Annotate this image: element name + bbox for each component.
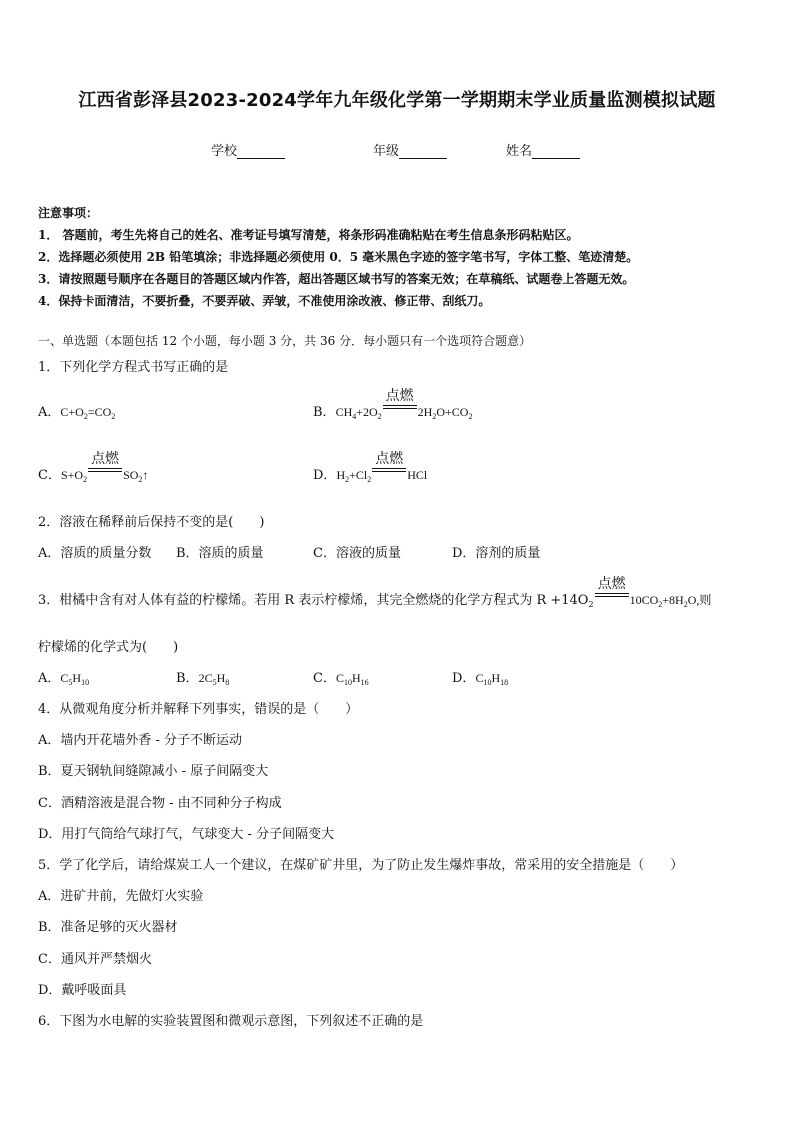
q1-option-d: D．$H_2+Cl_2$ 点燃 HCl bbox=[313, 451, 428, 484]
name-blank bbox=[532, 144, 580, 159]
q2-option-b: B．溶质的质量 bbox=[176, 546, 264, 561]
reaction-condition: 点燃 bbox=[88, 467, 122, 479]
question-2-stem: 2．溶液在稀释前后保持不变的是( ) bbox=[38, 515, 265, 530]
name-field bbox=[506, 140, 580, 159]
question-1-stem: 1．下列化学方程式书写正确的是 bbox=[38, 360, 229, 375]
notice-item: 4．保持卡面清洁，不要折叠，不要弄破、弄皱，不准使用涂改液、修正带、刮纸刀。 bbox=[38, 294, 491, 308]
reaction-condition: 点燃 bbox=[372, 467, 406, 479]
school-field bbox=[211, 140, 285, 159]
reaction-condition: 点燃 bbox=[383, 404, 417, 416]
notice-item: 1． 答题前，考生先将自己的姓名、准考证号填写清楚，将条形码准确粘贴在考生信息条形码粘贴区。 bbox=[38, 228, 579, 242]
section-heading: 一、单选题（本题包括 12 个小题，每小题 3 分，共 36 分．每小题只有一个选项符合题意） bbox=[38, 334, 532, 348]
school-label: 学校 bbox=[211, 144, 238, 159]
q5-option-d: D．戴呼吸面具 bbox=[38, 983, 127, 998]
question-6-stem: 6．下图为水电解的实验装置图和微观示意图，下列叙述不正确的是 bbox=[38, 1014, 424, 1029]
q3-option-b: B．$2C_5H_8$ bbox=[176, 671, 230, 687]
q5-option-c: C．通风并严禁烟火 bbox=[38, 952, 152, 967]
school-blank bbox=[237, 144, 285, 159]
q5-option-b: B．准备足够的灭火器材 bbox=[38, 920, 178, 935]
q3-option-c: C．$C_{10}H_{16}$ bbox=[313, 671, 369, 687]
q5-option-a: A．进矿井前，先做灯火实验 bbox=[38, 889, 204, 904]
notice-item: 2．选择题必须使用 2B 铅笔填涂；非选择题必须使用 0．5 毫米黑色字迹的签字笔书写，字体工整、笔迹清楚。 bbox=[38, 250, 639, 264]
question-5-stem: 5．学了化学后，请给煤炭工人一个建议，在煤矿矿井里，为了防止发生爆炸事故，常采用的安全措施是（ ） bbox=[38, 858, 684, 873]
question-4-stem: 4．从微观角度分析并解释下列事实，错误的是（ ） bbox=[38, 702, 359, 717]
grade-field bbox=[373, 140, 447, 159]
name-label: 姓名 bbox=[506, 144, 533, 159]
q2-option-d: D．溶剂的质量 bbox=[452, 546, 541, 561]
q3-option-a: A．$C_5H_{10}$ bbox=[38, 671, 90, 687]
q1-option-c: C．$S+O_2$ 点燃 $SO_2↑$ bbox=[38, 451, 149, 484]
notice-item: 3．请按照题号顺序在各题目的答题区域内作答，超出答题区域书写的答案无效；在草稿纸、试题卷上答题无效。 bbox=[38, 272, 635, 286]
grade-blank bbox=[399, 144, 447, 159]
question-3-stem-cont: 柠檬烯的化学式为( ) bbox=[38, 640, 179, 655]
notice-heading: 注意事项： bbox=[38, 206, 99, 220]
q1-option-a: A．$C+O_2=CO_2$ bbox=[38, 405, 116, 421]
question-3-stem: 3．柑橘中含有对人体有益的柠檬烯。若用 R 表示柠檬烯，其完全燃烧的化学方程式为 $R +14O_2$ 点燃 $10CO_2+8H_2O$,则 bbox=[38, 576, 712, 609]
grade-label: 年级 bbox=[373, 144, 400, 159]
q2-option-a: A．溶质的质量分数 bbox=[38, 546, 152, 561]
q4-option-b: B．夏天钢轨间缝隙减小 - 原子间隔变大 bbox=[38, 764, 269, 779]
reaction-condition: 点燃 bbox=[595, 592, 629, 604]
q1-option-b: B．$CH_4+2O_2$ 点燃 $2H_2O+CO_2$ bbox=[313, 388, 473, 421]
page-title: 江西省彭泽县2023-2024学年九年级化学第一学期期末学业质量监测模拟试题 bbox=[78, 90, 716, 111]
q4-option-d: D．用打气筒给气球打气，气球变大 - 分子间隔变大 bbox=[38, 827, 335, 842]
q3-option-d: D．$C_{10}H_{18}$ bbox=[452, 671, 509, 687]
q2-option-c: C．溶液的质量 bbox=[313, 546, 401, 561]
q4-option-c: C．酒精溶液是混合物 - 由不同种分子构成 bbox=[38, 796, 282, 811]
q4-option-a: A．墙内开花墙外香 - 分子不断运动 bbox=[38, 733, 243, 748]
